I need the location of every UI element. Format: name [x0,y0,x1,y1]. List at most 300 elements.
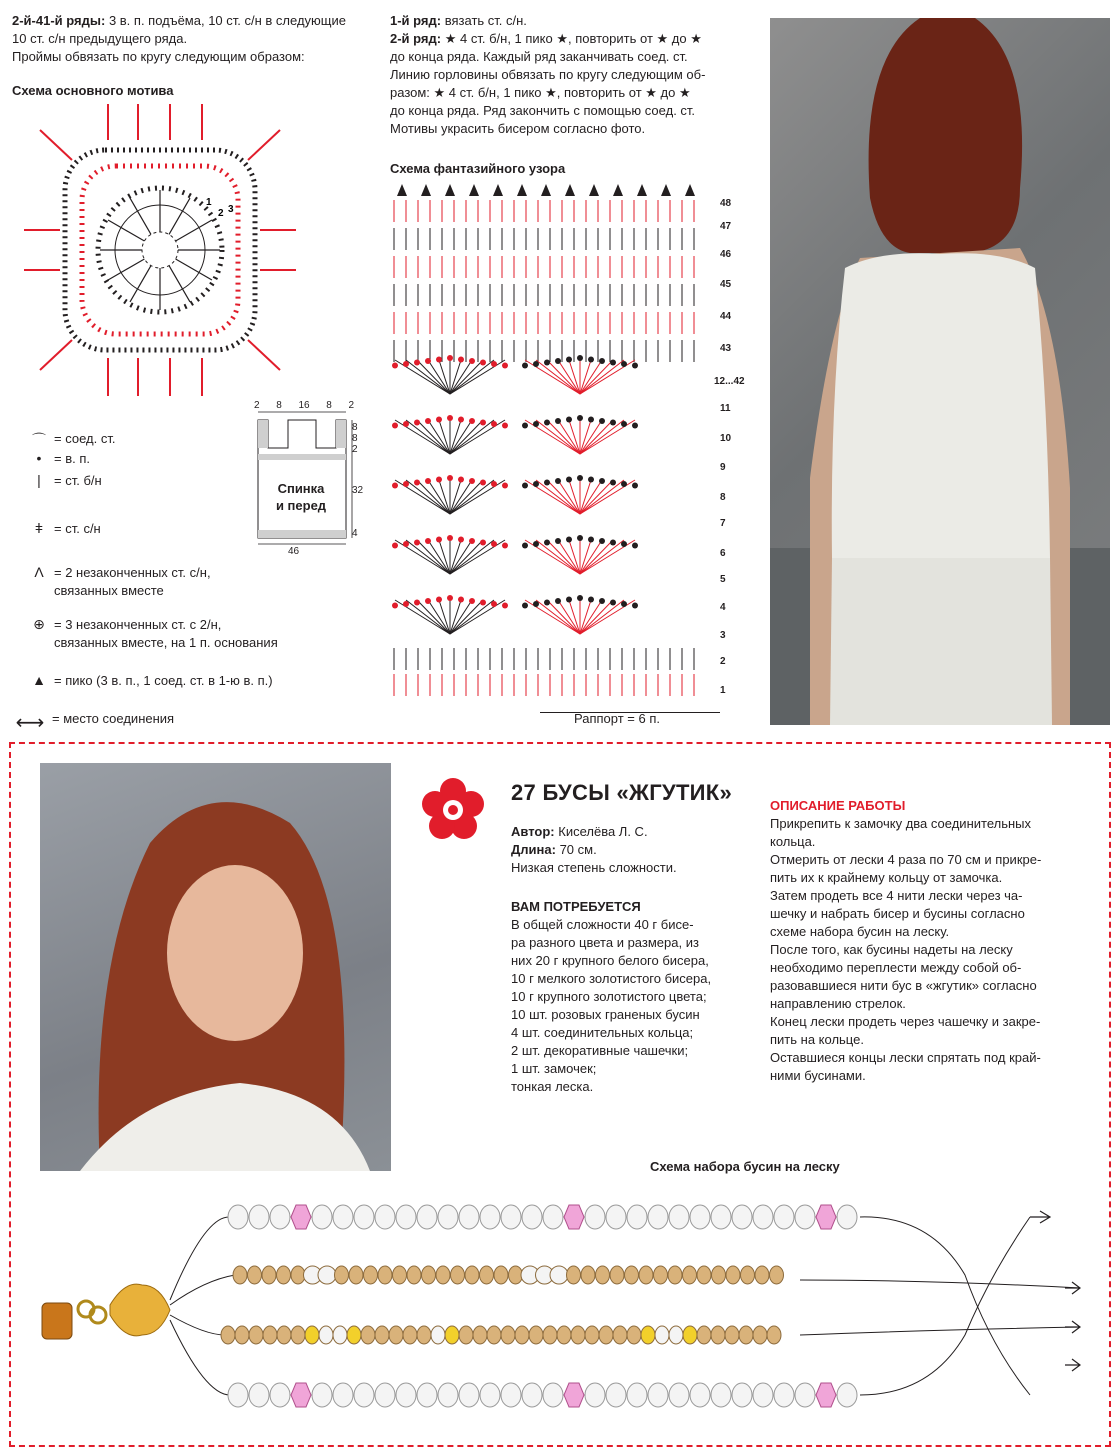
fancy-row-number: 48 [720,198,732,209]
fan-stitch [580,420,602,454]
chain-dot [403,541,409,547]
white-bead [837,1205,857,1229]
fancy-row-number: 46 [720,249,732,260]
legend-item [30,450,90,468]
chain-dot [533,361,539,367]
white-bead [648,1383,668,1407]
gold-bead [248,1266,262,1284]
chain-dot [502,543,508,549]
picot-icon [685,184,695,196]
flower-icon [418,775,488,845]
dc2tog-icon: Λ [34,564,44,580]
fan-stitch [450,480,494,514]
legend-item [30,472,102,490]
length: 70 см. [559,842,597,857]
chain-dot [392,603,398,609]
fan-stitch [450,420,472,454]
top-left-text [12,12,382,66]
white-bead [669,1383,689,1407]
chain-dot [491,541,497,547]
white-bead [774,1383,794,1407]
chain-dot [425,598,431,604]
difficulty: Низкая степень сложности. [511,860,677,875]
chain-dot [469,418,475,424]
gold-bead [753,1326,767,1344]
motif-title: Схема основного мотива [12,83,174,98]
motif-spoke [130,266,151,302]
chain-dot [458,357,464,363]
article-meta: Автор: Киселёва Л. С. Длина: 70 см. Низкая степень сложности. [511,824,677,875]
chain-dot [447,535,453,541]
fan-stitch [558,540,580,574]
gold-bead [459,1326,473,1344]
join-arrow-icon [248,340,280,370]
gold-bead [741,1266,755,1284]
gold-bead [712,1266,726,1284]
picot-icon [421,184,431,196]
fan-stitch [558,420,580,454]
gold-bead [501,1326,515,1344]
white-bead [354,1383,374,1407]
fan-stitch [406,540,450,574]
chain-dot [544,600,550,606]
fan-stitch [406,600,450,634]
pink-bead [564,1205,584,1229]
fan-stitch [450,420,494,454]
picot-icon [445,184,455,196]
chain-dot [566,537,572,543]
white-bead [774,1205,794,1229]
join-arrow-icon [248,130,280,160]
white-bead [459,1205,479,1229]
motif-num-2: 2 [218,208,224,219]
chain-dot [588,597,594,603]
gold-bead [669,1326,683,1344]
chain-dot [599,538,605,544]
bead-scheme-title: Схема набора бусин на леску [650,1159,840,1174]
chain-dot [632,603,638,609]
top-photo [770,18,1110,725]
white-bead [627,1205,647,1229]
gold-bead [221,1326,235,1344]
gold-bead [581,1266,595,1284]
chain-dot [480,360,486,366]
gold-bead [654,1266,668,1284]
materials-line: 10 г мелкого золотистого бисера, [511,971,712,986]
picot-icon [613,184,623,196]
gold-bead [567,1266,581,1284]
chain-dot [436,537,442,543]
row2-text-6: Мотивы украсить бисером согласно фото. [390,121,646,136]
materials-line: 10 г крупного золотистого цвета; [511,989,707,1004]
chain-dot [555,538,561,544]
chain-dot [491,361,497,367]
gold-bead [726,1266,740,1284]
motif-num-3: 3 [228,204,234,215]
top-dims: 2 8 16 8 2 [254,400,354,411]
chain-dot [588,537,594,543]
need-title: ВАМ ПОТРЕБУЕТСЯ [511,899,641,914]
chain-dot [392,423,398,429]
chain-dot [621,361,627,367]
fancy-title: Схема фантазийного узора [390,161,566,176]
pattern-piece [248,398,368,557]
rows-label: 2-й-41-й ряды: [12,13,106,28]
chain-dot [599,598,605,604]
picot-icon [517,184,527,196]
gold-bead [262,1266,276,1284]
chain-dot [610,540,616,546]
author: Киселёва Л. С. [558,824,648,839]
fancy-row-number: 7 [720,518,726,529]
white-bead [396,1383,416,1407]
white-bead [354,1205,374,1229]
white-bead [585,1205,605,1229]
fan-stitch [580,540,602,574]
chain-dot [632,543,638,549]
gold-bead [487,1326,501,1344]
motif-spoke [108,220,144,241]
gold-bead [403,1326,417,1344]
gold-bead [407,1266,421,1284]
gold-bead [683,1266,697,1284]
fan-stitch [450,600,472,634]
legend-text: = соед. ст. [54,431,116,446]
fan-stitch [536,540,580,574]
white-bead [501,1205,521,1229]
desc-title: ОПИСАНИЕ РАБОТЫ [770,798,906,813]
gold-bead [333,1326,347,1344]
gold-bead [277,1266,291,1284]
gold-bead [739,1326,753,1344]
gold-bead [515,1326,529,1344]
chain-dot [577,415,583,421]
white-bead [312,1205,332,1229]
top-mid-text [390,12,750,138]
chain-dot [436,597,442,603]
fan-stitch [580,600,602,634]
gold-bead [417,1326,431,1344]
model-back-image [770,18,1110,725]
materials-line: 10 шт. розовых граненых бусин [511,1007,700,1022]
legend-item [14,710,174,735]
white-bead [249,1383,269,1407]
chain-dot [436,357,442,363]
fancy-diagram [390,178,710,698]
rows-text-1: 3 в. п. подъёма, 10 ст. с/н в следующие [108,13,346,28]
gold-bead [571,1326,585,1344]
chain-dot [621,481,627,487]
white-bead [711,1383,731,1407]
chain-dot [577,535,583,541]
rows-text-3: Проймы обвязать по кругу следующим образом: [12,49,305,64]
gold-bead [529,1326,543,1344]
fancy-row-number: 11 [720,403,731,414]
gold-bead [610,1266,624,1284]
gold-bead [711,1326,725,1344]
gold-bead [697,1266,711,1284]
right-dims: 8 8 2 32 4 [352,422,364,539]
chain-dot [458,597,464,603]
gold-bead [509,1266,523,1284]
white-bead [459,1383,479,1407]
white-bead [753,1205,773,1229]
gold-bead [599,1326,613,1344]
gold-bead [613,1326,627,1344]
row2-label: 2-й ряд: [390,31,442,46]
chain-dot [577,475,583,481]
picot-icon [469,184,479,196]
gold-bead [473,1326,487,1344]
chain-dot [577,355,583,361]
gold-bead [683,1326,697,1344]
legend-item [30,672,273,690]
picot-icon [637,184,647,196]
chain-dot [522,423,528,429]
picot-icon [565,184,575,196]
legend-text: = место соединения [52,711,175,726]
gold-bead [755,1266,769,1284]
white-bead [648,1205,668,1229]
white-bead [375,1383,395,1407]
white-bead [837,1383,857,1407]
chain-dot [522,363,528,369]
gold-bead [639,1266,653,1284]
description-line: направлению стрелок. [770,996,906,1011]
fancy-row-number: 1 [720,685,726,696]
fan-stitch [450,360,472,394]
gold-bead [445,1326,459,1344]
white-bead [501,1383,521,1407]
chain-dot [458,477,464,483]
motif-spoke [108,259,144,280]
white-bead [585,1383,605,1407]
gold-bead [668,1266,682,1284]
chain-dot [392,363,398,369]
chain-dot [425,478,431,484]
white-bead [732,1205,752,1229]
gold-bead [335,1266,349,1284]
motif-spoke [169,198,190,234]
white-bead [270,1205,290,1229]
gold-bead [627,1326,641,1344]
fancy-row-number: 45 [720,279,732,290]
legend-text: = в. п. [54,451,90,466]
white-bead [690,1383,710,1407]
description-line: Затем продеть все 4 нити лески через ча- [770,888,1023,903]
white-bead [417,1205,437,1229]
picot-icon [493,184,503,196]
fan-stitch [450,360,494,394]
fan-stitch [450,480,472,514]
gold-bead [291,1266,305,1284]
bead-scheme-diagram [30,1185,1100,1435]
gold-bead [378,1266,392,1284]
chain-dot [632,423,638,429]
fan-stitch [580,600,624,634]
chain-dot [447,415,453,421]
article-title: 27 БУСЫ «ЖГУТИК» [511,780,733,805]
motif-spoke [169,266,190,302]
fancy-row-number: 6 [720,548,726,559]
row2-text-4: разом: ★ 4 ст. б/н, 1 пико ★, повторить от ★ до ★ [390,85,691,100]
motif-spoke [176,259,212,280]
white-bead [249,1205,269,1229]
chain-dot [480,600,486,606]
white-bead [606,1205,626,1229]
fancy-row-number: 44 [720,311,732,322]
white-bead [522,1205,542,1229]
chain-dot [469,358,475,364]
white-bead [312,1383,332,1407]
white-bead [711,1205,731,1229]
gold-bead [393,1266,407,1284]
picot-icon: ▲ [32,672,46,688]
chain-dot [599,358,605,364]
fan-stitch [450,600,494,634]
description-line: пить их к крайнему кольцу от замочка. [770,870,1003,885]
chain-dot [458,537,464,543]
picot-icon [589,184,599,196]
chain-dot [392,543,398,549]
gold-bead [557,1326,571,1344]
gold-bead [431,1326,445,1344]
chain-dot [403,421,409,427]
white-bead [438,1383,458,1407]
legend-item [30,616,278,652]
fan-stitch [558,360,580,394]
chain-dot [599,478,605,484]
chain-dot [392,483,398,489]
fancy-row-number: 3 [720,630,726,641]
chain-dot [610,420,616,426]
fan-stitch [558,600,580,634]
row2-text-5: до конца ряда. Ряд закончить с помощью соед. ст. [390,103,696,118]
chain-dot [447,475,453,481]
chain-dot [403,481,409,487]
white-bead [753,1383,773,1407]
fan-stitch [406,420,450,454]
chain-dot [491,421,497,427]
cup-icon [110,1284,170,1336]
white-bead [690,1205,710,1229]
fan-stitch [580,480,602,514]
motif-spoke [130,198,151,234]
gold-bead [305,1326,319,1344]
gold-bead [465,1266,479,1284]
chain-dot [555,598,561,604]
fancy-row-number: 10 [720,433,732,444]
materials-line: 1 шт. замочек; [511,1061,597,1076]
description-line: Прикрепить к замочку два соединительных [770,816,1031,831]
chain-dot [555,358,561,364]
picot-icon [397,184,407,196]
pink-bead [564,1383,584,1407]
gold-bead [480,1266,494,1284]
chain-dot [447,595,453,601]
white-bead [543,1205,563,1229]
chain-dot [414,600,420,606]
chain-dot [425,358,431,364]
materials-line: В общей сложности 40 г бисе- [511,917,694,932]
white-bead [333,1205,353,1229]
gold-bead [347,1326,361,1344]
fan-stitch [536,480,580,514]
chain-dot [480,480,486,486]
chain-dot [544,540,550,546]
white-bead [438,1205,458,1229]
chain-dot [414,360,420,366]
chain-dot [425,538,431,544]
chain-dot [632,363,638,369]
chain-dot [533,601,539,607]
picot-icon [661,184,671,196]
chain-dot [544,420,550,426]
gold-bead [641,1326,655,1344]
chain-dot [544,360,550,366]
fan-stitch [428,540,450,574]
legend-text: = ст. с/н [54,521,101,536]
fancy-row-number: 8 [720,492,726,503]
fan-stitch [428,480,450,514]
chain-dot [588,477,594,483]
chain-dot [544,480,550,486]
chain-dot [436,477,442,483]
fan-stitch [536,420,580,454]
description-line: разовавшиеся нити бус в «жгутик» согласно [770,978,1037,993]
chain-dot [522,543,528,549]
white-bead [480,1383,500,1407]
fancy-row-number: 5 [720,574,726,585]
gold-bead [235,1326,249,1344]
white-bead [669,1205,689,1229]
legend-text: = 3 незаконченных ст. с 2/н, связанных вместе, на 1 п. основания [54,617,278,650]
chain-dot [522,483,528,489]
gold-bead [422,1266,436,1284]
chain-icon: • [36,450,42,466]
chain-dot [621,601,627,607]
white-bead [480,1205,500,1229]
pink-bead [816,1383,836,1407]
fancy-row-number: 12...42 [714,376,745,387]
fan-stitch [536,360,580,394]
chain-dot [414,540,420,546]
chain-dot [502,483,508,489]
legend-item [30,564,211,600]
fan-stitch [536,600,580,634]
materials-line: ра разного цвета и размера, из [511,935,699,950]
gold-bead [451,1266,465,1284]
chain-dot [566,357,572,363]
legend-text: = ст. б/н [54,473,102,488]
gold-bead [349,1266,363,1284]
legend-text: = пико (3 в. п., 1 соед. ст. в 1-ю в. п.) [54,673,273,688]
chain-dot [588,357,594,363]
description-line: кольца. [770,834,816,849]
chain-dot [414,420,420,426]
gold-bead [543,1326,557,1344]
chain-dot [577,595,583,601]
chain-dot [632,483,638,489]
chain-dot [403,361,409,367]
white-bead [732,1383,752,1407]
join-arrow-icon [40,340,72,370]
gold-bead [277,1326,291,1344]
chain-dot [458,417,464,423]
description-line: Оставшиеся концы лески спрятать под край- [770,1050,1041,1065]
fan-stitch [580,540,624,574]
fancy-row-number: 4 [720,602,726,613]
